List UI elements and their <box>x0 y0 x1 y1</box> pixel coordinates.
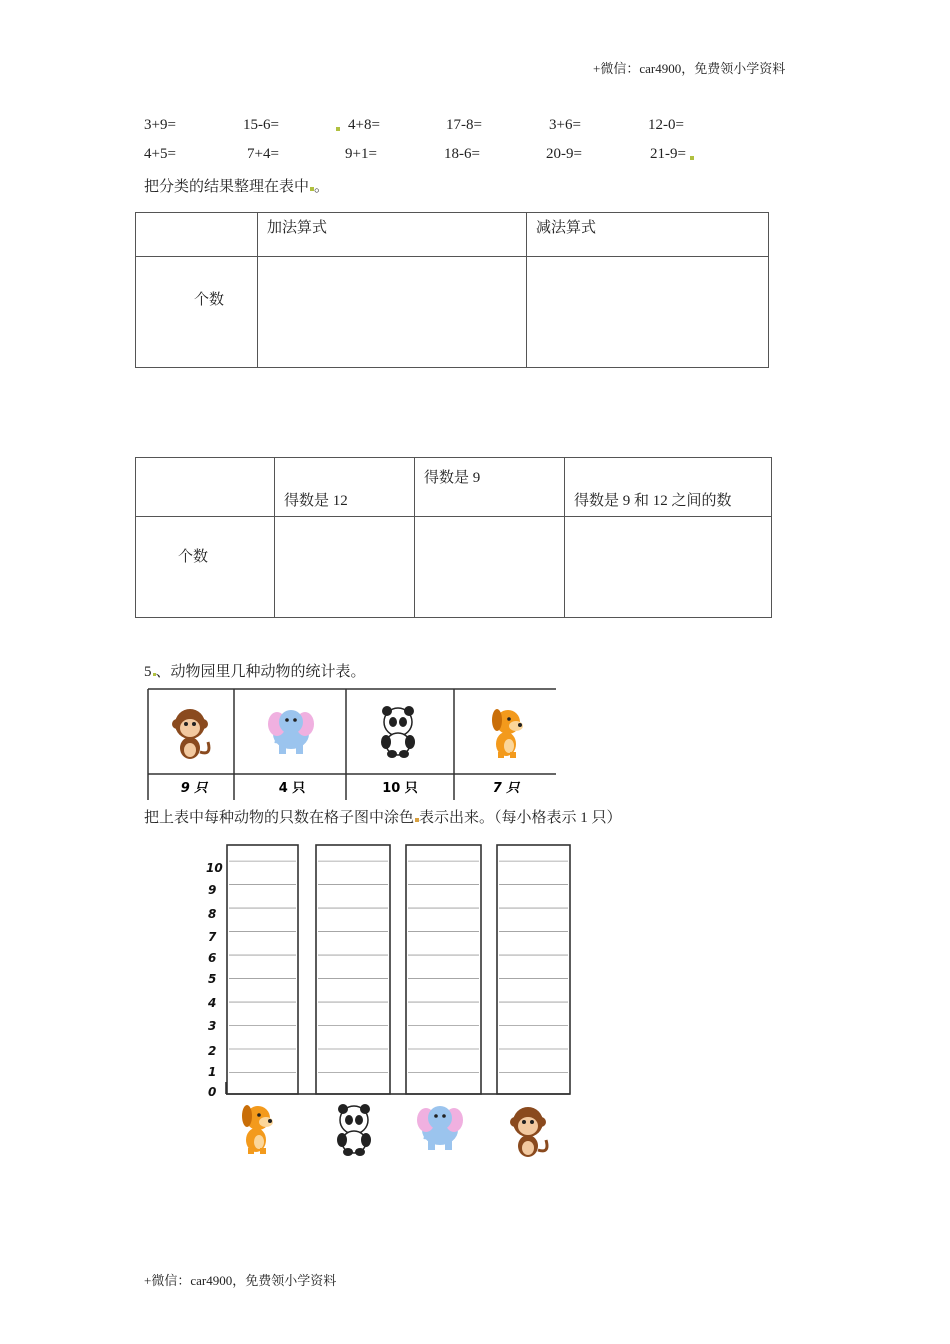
section-title-text: 、动物园里几种动物的统计表。 <box>155 664 366 680</box>
y-tick-label: 6 <box>208 951 217 965</box>
equation: 20-9= <box>546 146 582 162</box>
y-tick-label: 1 <box>208 1065 217 1079</box>
instruction-text: 把分类的结果整理在表中 <box>144 179 310 195</box>
y-tick-label: 2 <box>208 1044 217 1058</box>
y-tick-label: 3 <box>208 1019 217 1033</box>
equation: 15-6= <box>243 117 279 133</box>
grid-chart <box>200 838 580 1160</box>
animal-stats-table <box>146 688 558 800</box>
table-header-9 <box>415 458 565 517</box>
equation: 12-0= <box>648 117 684 133</box>
panda-icon <box>337 1104 371 1156</box>
monkey-icon <box>172 709 209 759</box>
marker-dot <box>690 156 694 160</box>
section-5-title <box>144 660 366 681</box>
table-add-sub <box>135 212 769 368</box>
equation: 4+5= <box>144 146 176 162</box>
header-sub-label: 减法算式 <box>536 220 597 236</box>
section-number: 5 <box>144 664 152 680</box>
answer-cell-9[interactable] <box>415 517 565 618</box>
dog-icon <box>492 709 523 758</box>
answer-cell-sub[interactable] <box>527 257 769 368</box>
instruction-color <box>144 806 622 827</box>
chart-column-4[interactable] <box>497 845 570 1094</box>
equation: 3+9= <box>144 117 176 133</box>
chart-column-3[interactable] <box>406 845 481 1094</box>
equation: 4+8= <box>348 117 380 133</box>
row-label-count: 个数 <box>194 292 225 308</box>
answer-cell-between[interactable] <box>565 517 772 618</box>
instruction-end: 表示出来。（每小格表示 1 只） <box>419 810 622 826</box>
y-tick-label: 8 <box>208 907 217 921</box>
equation: 3+6= <box>549 117 581 133</box>
footer-note: +微信：car4900，免费领小学资料 <box>144 1273 337 1288</box>
monkey-icon <box>510 1107 547 1157</box>
header-between-label: 得数是 9 和 12 之间的数 <box>574 493 732 509</box>
panda-icon <box>381 706 415 758</box>
table-row-label <box>136 517 275 618</box>
chart-column-1[interactable] <box>227 845 298 1094</box>
instruction-end: 。 <box>314 179 330 195</box>
equation: 7+4= <box>247 146 279 162</box>
table-header-between <box>565 458 772 517</box>
elephant-icon <box>268 710 314 754</box>
table-results <box>135 457 772 618</box>
count-panda: 10 只 <box>382 781 418 796</box>
header-note: +微信：car4900，免费领小学资料 <box>593 61 786 76</box>
equation: 18-6= <box>444 146 480 162</box>
y-tick-label: 10 <box>206 861 223 875</box>
instruction-text: 把上表中每种动物的只数在格子图中涂色 <box>144 810 415 826</box>
table-header-12 <box>275 458 415 517</box>
count-dog: 7 只 <box>492 781 520 796</box>
instruction-sort <box>144 175 329 196</box>
row-label-count: 个数 <box>178 549 209 565</box>
elephant-icon <box>417 1106 463 1150</box>
header-9-label: 得数是 9 <box>424 470 481 486</box>
chart-column-2[interactable] <box>316 845 390 1094</box>
count-elephant: 4 只 <box>278 781 306 796</box>
y-tick-label: 9 <box>208 883 217 897</box>
answer-cell-12[interactable] <box>275 517 415 618</box>
table-corner-cell <box>136 458 275 517</box>
y-tick-label: 7 <box>208 930 217 944</box>
table-header-sub <box>527 213 769 257</box>
header-add-label: 加法算式 <box>267 220 328 236</box>
table-header-add <box>258 213 527 257</box>
y-tick-label: 4 <box>208 996 217 1010</box>
equation: 9+1= <box>345 146 377 162</box>
count-monkey: 9 只 <box>180 781 208 796</box>
marker-dot <box>336 127 340 131</box>
y-tick-label: 0 <box>208 1085 217 1099</box>
table-row-label <box>136 257 258 368</box>
dog-icon <box>242 1105 273 1154</box>
chart-columns <box>227 845 570 1094</box>
header-12-label: 得数是 12 <box>284 493 348 509</box>
y-tick-label: 5 <box>208 972 217 986</box>
answer-cell-add[interactable] <box>258 257 527 368</box>
equation: 21-9= <box>650 146 686 162</box>
table-corner-cell <box>136 213 258 257</box>
equation: 17-8= <box>446 117 482 133</box>
